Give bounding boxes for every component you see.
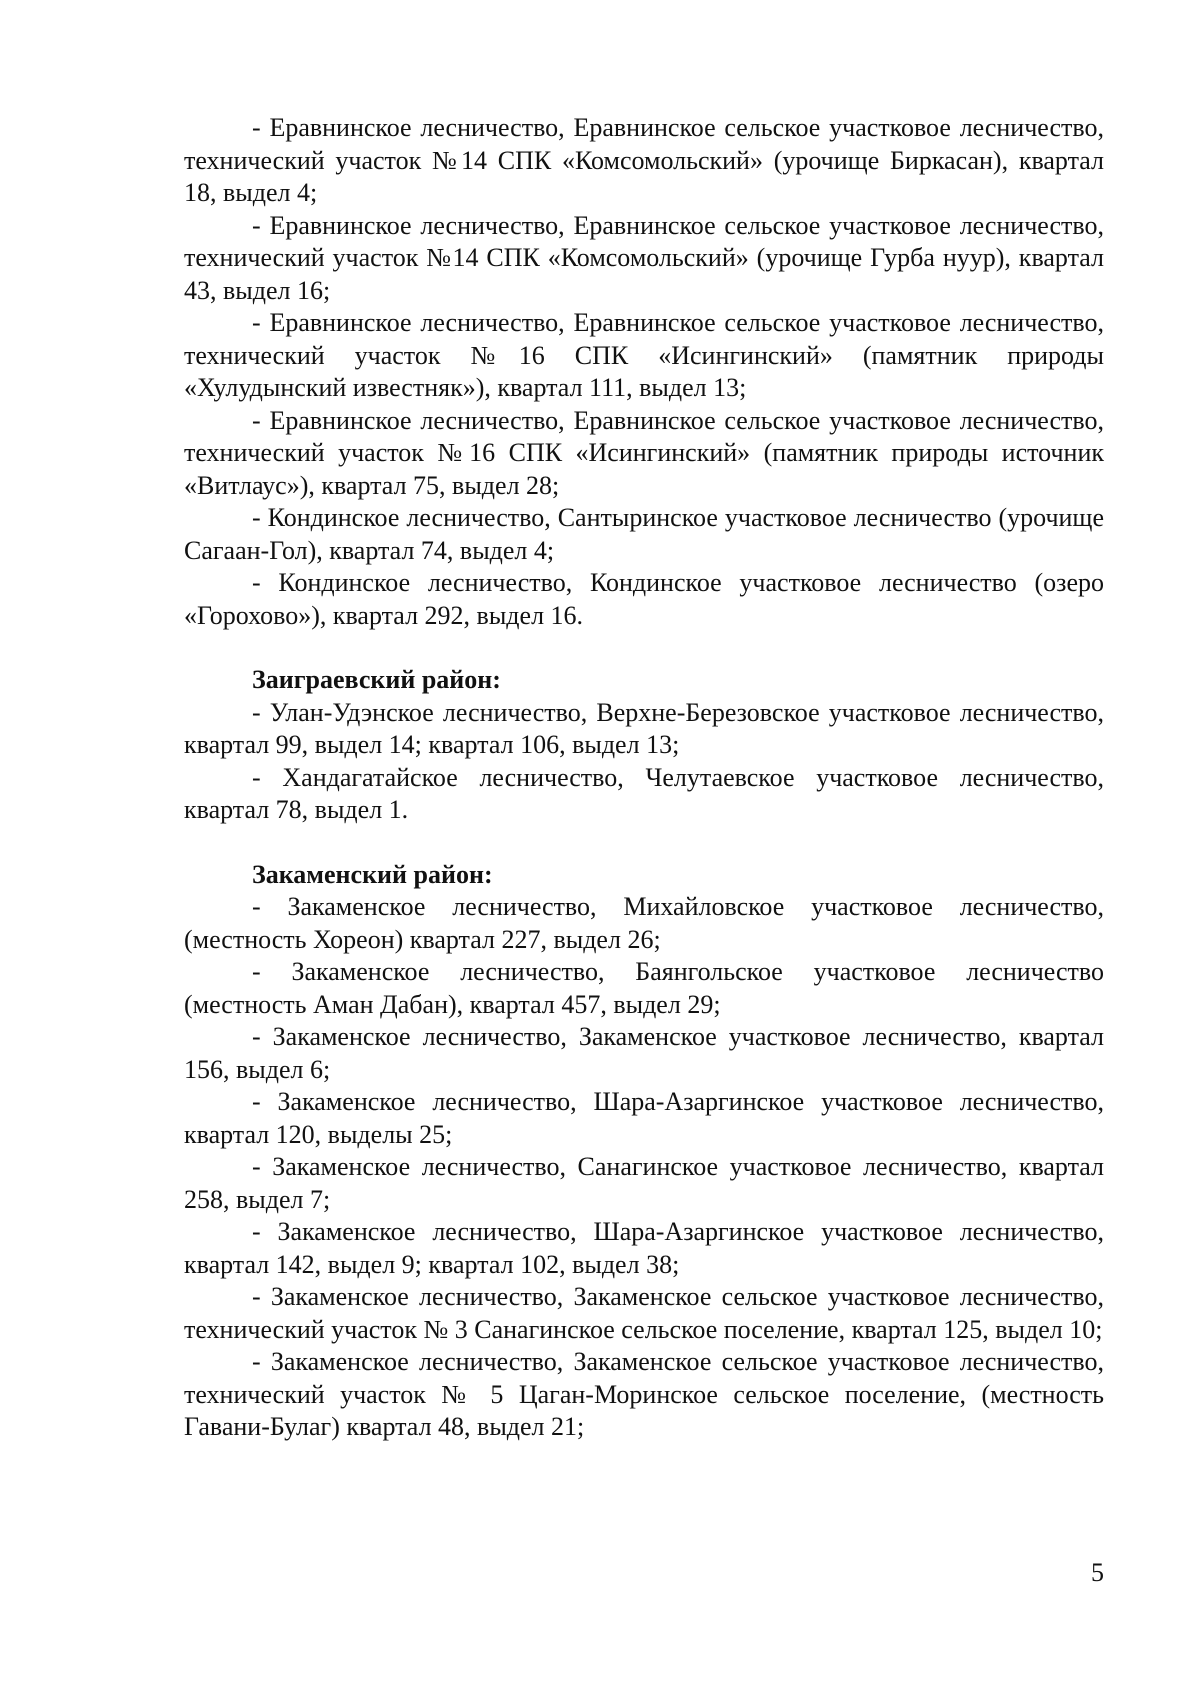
list-item: - Закаменское лесничество, Закаменское сельское участковое лесничество, технический участок № 3 Санагинское сельское поселение, квартал 125, выдел 10;	[184, 1282, 1104, 1344]
list-item: - Еравнинское лесничество, Еравнинское сельское участковое лесничество, технический участок №16 СПК «Исингинский» (памятник природы «Хулудынский известняк»), квартал 111, выдел 13;	[184, 308, 1104, 402]
district-heading-zaigraevsky: Заиграевский район:	[252, 665, 501, 694]
list-item: - Кондинское лесничество, Сантыринское участковое лесничество (урочище Сагаан-Гол), квартал 74, выдел 4;	[184, 503, 1104, 565]
list-item: - Закаменское лесничество, Закаменское сельское участковое лесничество, технический участок № 5 Цаган-Моринское сельское поселение, (местность Гавани-Булаг) квартал 48, выдел 21;	[184, 1347, 1104, 1441]
document-body	[184, 112, 1104, 1444]
list-item: - Закаменское лесничество, Михайловское участковое лесничество, (местность Хореон) квартал 227, выдел 26;	[184, 892, 1104, 954]
section-spacer	[184, 827, 1104, 859]
list-item: - Закаменское лесничество, Закаменское участковое лесничество, квартал 156, выдел 6;	[184, 1022, 1104, 1084]
list-item: - Улан-Удэнское лесничество, Верхне-Березовское участковое лесничество, квартал 99, выдел 14; квартал 106, выдел 13;	[184, 697, 1104, 759]
section-spacer	[184, 632, 1104, 664]
list-item: - Еравнинское лесничество, Еравнинское сельское участковое лесничество, технический участок №14 СПК «Комсомольский» (урочище Биркасан), квартал 18, выдел 4;	[184, 113, 1104, 207]
list-item: - Закаменское лесничество, Шара-Азаргинское участковое лесничество, квартал 142, выдел 9; квартал 102, выдел 38;	[184, 1217, 1104, 1279]
list-item: - Хандагатайское лесничество, Челутаевское участковое лесничество, квартал 78, выдел 1.	[184, 762, 1104, 824]
list-item: - Кондинское лесничество, Кондинское участковое лесничество (озеро «Горохово»), квартал 292, выдел 16.	[184, 568, 1104, 630]
list-item: - Закаменское лесничество, Шара-Азаргинское участковое лесничество, квартал 120, выделы 25;	[184, 1087, 1104, 1149]
page-number: 5	[1091, 1558, 1104, 1587]
list-item: - Еравнинское лесничество, Еравнинское сельское участковое лесничество, технический участок №14 СПК «Комсомольский» (урочище Гурба нуур), квартал 43, выдел 16;	[184, 210, 1104, 305]
list-item: - Еравнинское лесничество, Еравнинское сельское участковое лесничество, технический участок №16 СПК «Исингинский» (памятник природы источник «Витлаус»), квартал 75, выдел 28;	[184, 405, 1104, 500]
list-item: - Закаменское лесничество, Баянгольское участковое лесничество (местность Аман Дабан), квартал 457, выдел 29;	[184, 957, 1104, 1019]
list-item: - Закаменское лесничество, Санагинское участковое лесничество, квартал 258, выдел 7;	[184, 1152, 1104, 1214]
district-heading-zakamensky: Закаменский район:	[252, 859, 493, 889]
